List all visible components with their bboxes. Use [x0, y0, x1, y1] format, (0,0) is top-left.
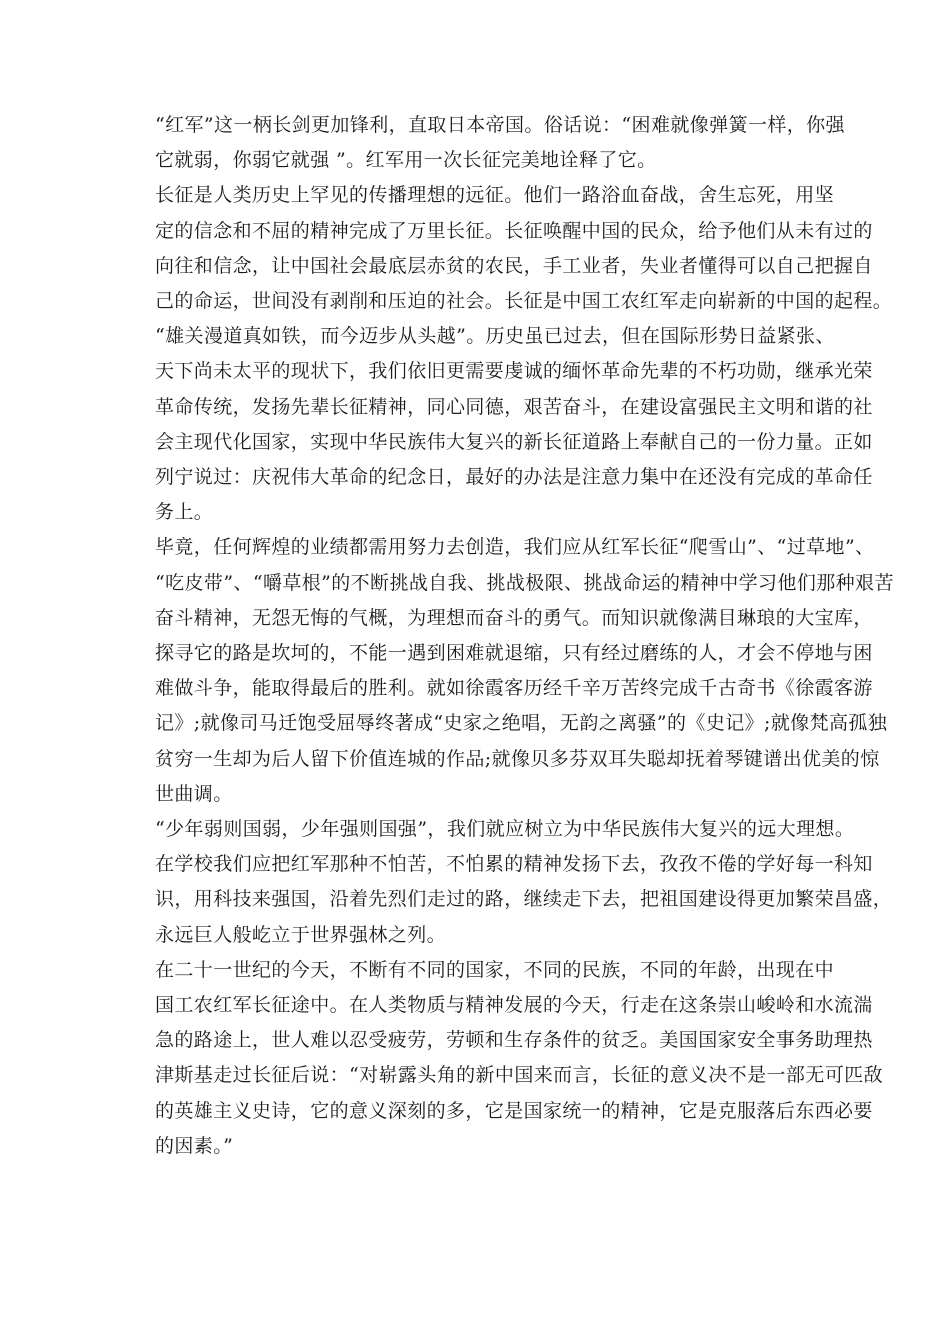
text-line: 它就弱，你弱它就强 ”。红军用一次长征完美地诠释了它。: [155, 149, 657, 172]
paragraph-5: [117, 812, 893, 953]
text-line: 在学校我们应把红军那种不怕苦，不怕累的精神发扬下去，孜孜不倦的学好每一科知: [155, 853, 873, 876]
text-line: 的因素。”: [155, 1134, 234, 1157]
text-line: 奋斗精神，无怨无悔的气概，为理想而奋斗的勇气。而知识就像满目琳琅的大宝库，: [155, 606, 873, 629]
text-line: “吃皮带”、“嚼草根”的不断挑战自我、挑战极限、挑战命运的精神中学习他们那种艰苦: [155, 571, 894, 594]
text-line: 永远巨人般屹立于世界强林之列。: [155, 923, 447, 946]
text-line: 向往和信念，让中国社会最底层赤贫的农民，手工业者，失业者懂得可以自己把握自: [155, 254, 873, 277]
text-line: 记》;就像司马迁饱受屈辱终著成“史家之绝唱，无韵之离骚”的《史记》;就像梵高孤独: [155, 712, 888, 735]
text-line: 世曲调。: [155, 782, 233, 805]
text-line: 天下尚未太平的现状下，我们依旧更需要虔诚的缅怀革命先辈的不朽功勋，继承光荣: [155, 360, 873, 383]
text-line: 探寻它的路是坎坷的，不能一遇到困难就退缩，只有经过磨练的人，才会不停地与困: [155, 642, 873, 665]
paragraph-1: [117, 108, 852, 178]
text-line: 国工农红军长征途中。在人类物质与精神发展的今天，行走在这条崇山峻岭和水流湍: [155, 994, 873, 1017]
text-line: 革命传统，发扬先辈长征精神，同心同德，艰苦奋斗，在建设富强民主文明和谐的社: [155, 395, 873, 418]
text-line: 长征是人类历史上罕见的传播理想的远征。他们一路浴血奋战，舍生忘死，用坚: [155, 184, 835, 207]
text-line: 会主现代化国家，实现中华民族伟大复兴的新长征道路上奉献自己的一份力量。正如: [155, 430, 873, 453]
text-line: 难做斗争，能取得最后的胜利。就如徐霞客历经千辛万苦终完成千古奇书《徐霞客游: [155, 677, 873, 700]
text-line: 定的信念和不屈的精神完成了万里长征。长征唤醒中国的民众，给予他们从未有过的: [155, 219, 873, 242]
text-line: 贫穷一生却为后人留下价值连城的作品;就像贝多芬双耳失聪却抚着琴键谱出优美的惊: [155, 747, 880, 770]
text-line: “少年弱则国弱，少年强则国强”，我们就应树立为中华民族伟大复兴的远大理想。: [155, 818, 855, 841]
text-line: 务上。: [155, 501, 214, 524]
text-line: 在二十一世纪的今天，不断有不同的国家，不同的民族，不同的年龄，出现在中: [155, 958, 835, 981]
text-line: 急的路途上，世人难以忍受疲劳，劳顿和生存条件的贫乏。美国国家安全事务助理热: [155, 1029, 873, 1052]
paragraph-4: [117, 530, 894, 812]
text-line: 毕竟，任何辉煌的业绩都需用努力去创造，我们应从红军长征“爬雪山”、“过草地”、: [155, 536, 875, 559]
text-line: 己的命运，世间没有剥削和压迫的社会。长征是中国工农红军走向崭新的中国的起程。: [155, 290, 893, 313]
text-line: 津斯基走过长征后说：“对崭露头角的新中国来而言，长征的意义决不是一部无可匹敌: [155, 1064, 883, 1087]
text-line: “雄关漫道真如铁，而今迈步从头越”。历史虽已过去，但在国际形势日益紧张、: [155, 325, 835, 348]
paragraph-3: [117, 319, 873, 530]
text-line: 列宁说过：庆祝伟大革命的纪念日，最好的办法是注意力集中在还没有完成的革命任: [155, 466, 873, 489]
text-line: 的英雄主义史诗，它的意义深刻的多，它是国家统一的精神，它是克服落后东西必要: [155, 1099, 873, 1122]
text-line: 识，用科技来强国，沿着先烈们走过的路，继续走下去，把祖国建设得更加繁荣昌盛，: [155, 888, 893, 911]
document-body: [117, 108, 894, 1164]
paragraph-2: [117, 178, 893, 319]
text-line: “红军”这一柄长剑更加锋利，直取日本帝国。俗话说：“困难就像弹簧一样，你强: [155, 114, 845, 136]
paragraph-6: [117, 953, 883, 1164]
